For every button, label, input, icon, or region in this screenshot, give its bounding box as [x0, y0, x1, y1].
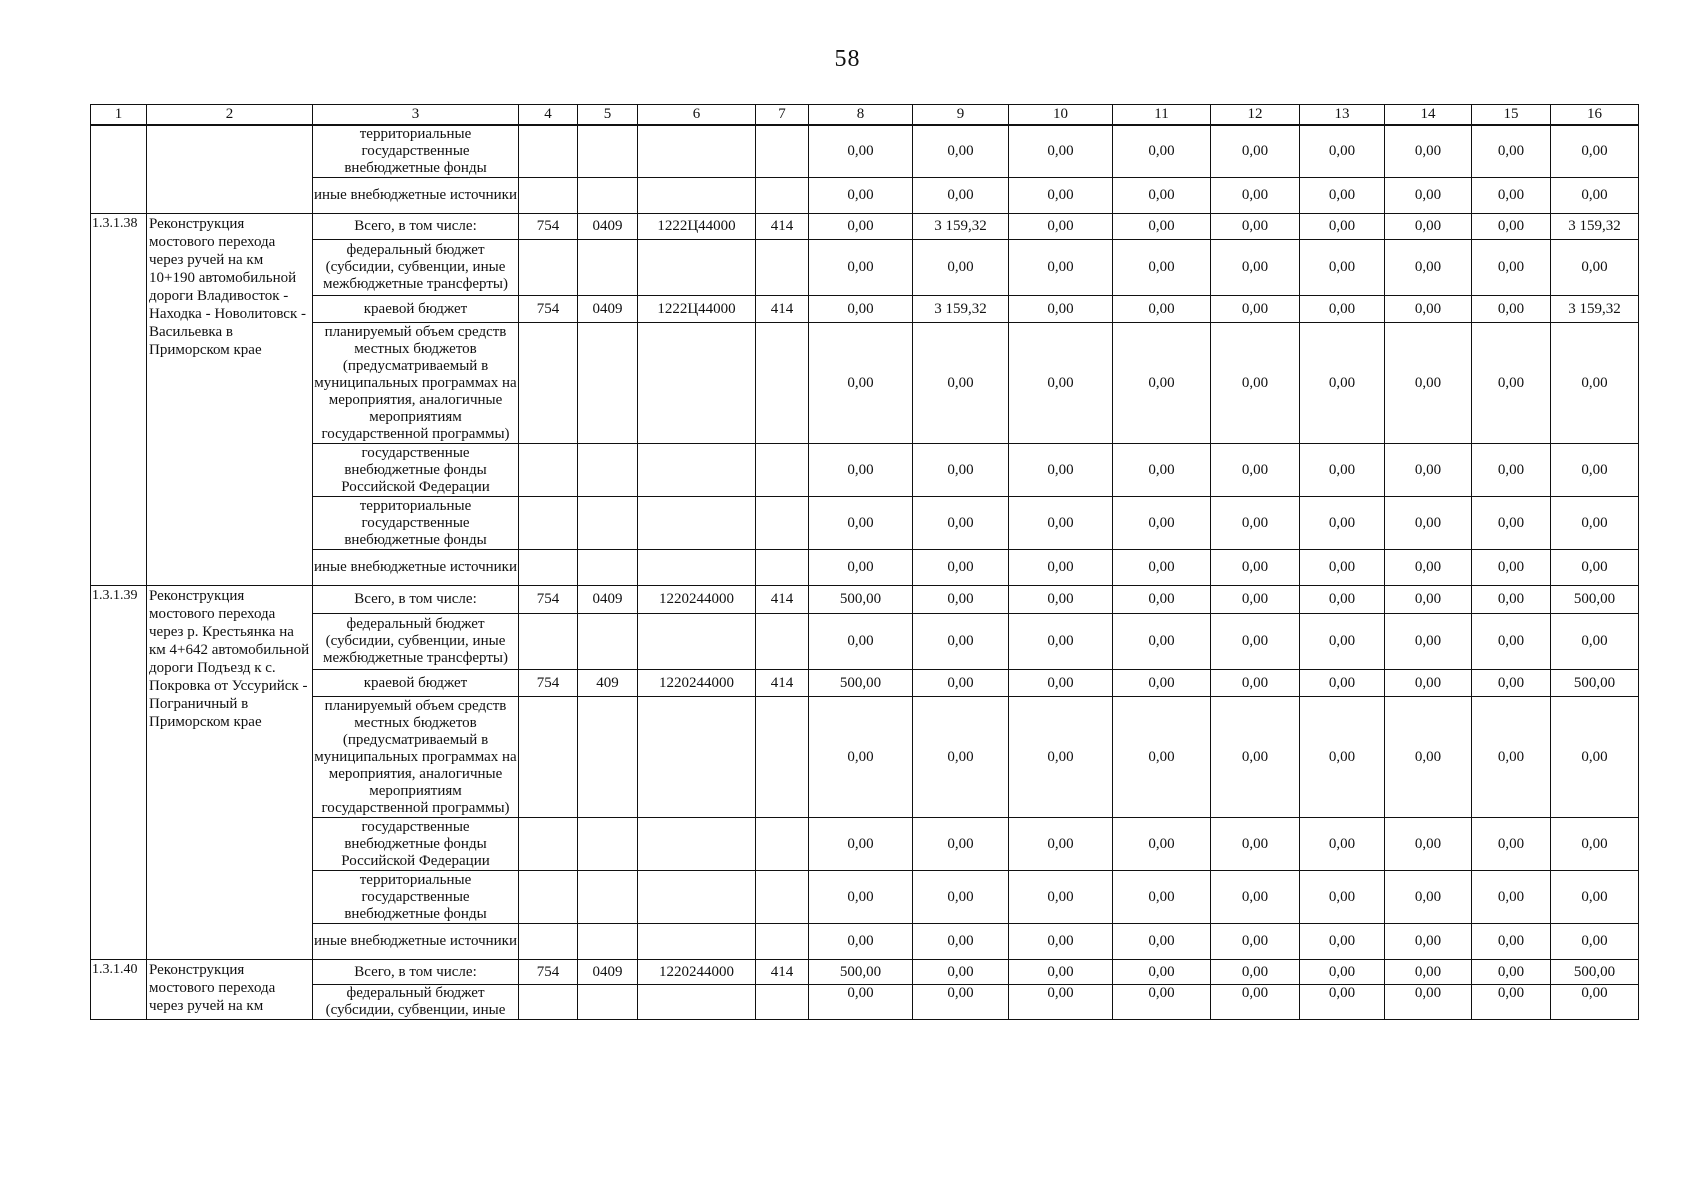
measure-code: 1.3.1.39: [91, 586, 147, 960]
table-row: [91, 697, 1639, 818]
table-row: [91, 296, 1639, 323]
amount-cell: 0,00: [1009, 296, 1113, 323]
empty-code-cell: [638, 178, 756, 214]
amount-cell: 0,00: [1472, 670, 1551, 697]
amount-cell: 0,00: [1211, 614, 1300, 670]
table-row: [91, 178, 1639, 214]
grbs-code: [519, 497, 578, 550]
column-number: 4: [519, 105, 578, 126]
grbs-code: [519, 444, 578, 497]
column-number: 2: [147, 105, 313, 126]
amount-cell: 0,00: [1009, 240, 1113, 296]
amount-cell: 0,00: [1472, 296, 1551, 323]
amount-cell: 0,00: [1551, 444, 1639, 497]
amount-cell: 500,00: [809, 960, 913, 985]
funding-source: иные внебюджетные источники: [313, 924, 519, 960]
funding-source: территориальные государственные внебюджетные фонды: [313, 871, 519, 924]
column-number: 6: [638, 105, 756, 126]
amount-cell: 0,00: [1551, 497, 1639, 550]
amount-cell: 0,00: [913, 550, 1009, 586]
amount-cell: 0,00: [1211, 125, 1300, 178]
grbs-code: 754: [519, 960, 578, 985]
table-row: [91, 818, 1639, 871]
amount-cell: 0,00: [1385, 323, 1472, 444]
column-number: 11: [1113, 105, 1211, 126]
amount-cell: 0,00: [1472, 125, 1551, 178]
amount-cell: 0,00: [809, 323, 913, 444]
column-number: 16: [1551, 105, 1639, 126]
section-code: [578, 871, 638, 924]
funding-source: государственные внебюджетные фонды Российской Федерации: [313, 818, 519, 871]
funding-source: государственные внебюджетные фонды Российской Федерации: [313, 444, 519, 497]
column-number: 9: [913, 105, 1009, 126]
expense-type-code: 414: [756, 960, 809, 985]
amount-cell: 0,00: [1300, 818, 1385, 871]
amount-cell: 0,00: [1300, 985, 1385, 1020]
amount-cell: 0,00: [1300, 670, 1385, 697]
amount-cell: 0,00: [913, 178, 1009, 214]
amount-cell: 0,00: [1385, 924, 1472, 960]
amount-cell: 0,00: [1551, 614, 1639, 670]
amount-cell: 0,00: [1009, 818, 1113, 871]
empty-code-cell: [578, 125, 638, 178]
measure-name: Реконструкция мостового перехода через ручей на км: [147, 960, 313, 1020]
funding-source: краевой бюджет: [313, 670, 519, 697]
grbs-code: 754: [519, 670, 578, 697]
measure-name: Реконструкция мостового перехода через ручей на км 10+190 автомобильной дороги Владивосток - Находка - Новолитовск - Васильевка в Приморском крае: [147, 214, 313, 586]
target-article-code: [638, 550, 756, 586]
amount-cell: 0,00: [1009, 960, 1113, 985]
target-article-code: 1222Ц44000: [638, 296, 756, 323]
section-code: 409: [578, 670, 638, 697]
funding-source: краевой бюджет: [313, 296, 519, 323]
amount-cell: 0,00: [1113, 214, 1211, 240]
grbs-code: [519, 240, 578, 296]
grbs-code: [519, 818, 578, 871]
amount-cell: 0,00: [1472, 214, 1551, 240]
amount-cell: 0,00: [1551, 697, 1639, 818]
amount-cell: 0,00: [1385, 586, 1472, 614]
amount-cell: 0,00: [1211, 586, 1300, 614]
amount-cell: 0,00: [1472, 818, 1551, 871]
amount-cell: 0,00: [1211, 818, 1300, 871]
amount-cell: 0,00: [1211, 985, 1300, 1020]
amount-cell: 0,00: [1211, 296, 1300, 323]
expense-type-code: [756, 444, 809, 497]
amount-cell: 0,00: [1211, 670, 1300, 697]
amount-cell: 0,00: [1300, 444, 1385, 497]
amount-cell: 0,00: [913, 697, 1009, 818]
amount-cell: 0,00: [1385, 178, 1472, 214]
amount-cell: 0,00: [1113, 614, 1211, 670]
amount-cell: 0,00: [1009, 871, 1113, 924]
section-code: 0409: [578, 586, 638, 614]
amount-cell: 0,00: [1300, 296, 1385, 323]
section-code: [578, 697, 638, 818]
amount-cell: 3 159,32: [1551, 296, 1639, 323]
table-row: [91, 214, 1639, 240]
budget-table: [90, 104, 1639, 1020]
amount-cell: 500,00: [1551, 670, 1639, 697]
amount-cell: 0,00: [913, 985, 1009, 1020]
amount-cell: 0,00: [1300, 550, 1385, 586]
amount-cell: 0,00: [1009, 497, 1113, 550]
section-code: [578, 818, 638, 871]
amount-cell: 0,00: [1113, 670, 1211, 697]
amount-cell: 0,00: [1113, 871, 1211, 924]
expense-type-code: [756, 871, 809, 924]
expense-type-code: [756, 818, 809, 871]
section-code: 0409: [578, 214, 638, 240]
amount-cell: 0,00: [913, 125, 1009, 178]
amount-cell: 0,00: [1009, 614, 1113, 670]
target-article-code: [638, 323, 756, 444]
expense-type-code: [756, 924, 809, 960]
amount-cell: 0,00: [1551, 924, 1639, 960]
amount-cell: 0,00: [1211, 323, 1300, 444]
amount-cell: 0,00: [1211, 444, 1300, 497]
funding-source: иные внебюджетные источники: [313, 178, 519, 214]
amount-cell: 0,00: [1211, 960, 1300, 985]
empty-code-cell: [519, 125, 578, 178]
amount-cell: 0,00: [1211, 497, 1300, 550]
grbs-code: [519, 871, 578, 924]
amount-cell: 0,00: [1551, 871, 1639, 924]
amount-cell: 0,00: [1385, 240, 1472, 296]
amount-cell: 0,00: [1385, 125, 1472, 178]
amount-cell: 0,00: [1009, 924, 1113, 960]
amount-cell: 0,00: [809, 497, 913, 550]
target-article-code: [638, 924, 756, 960]
target-article-code: 1220244000: [638, 960, 756, 985]
grbs-code: [519, 614, 578, 670]
amount-cell: 0,00: [1300, 586, 1385, 614]
amount-cell: 0,00: [1472, 614, 1551, 670]
amount-cell: 0,00: [1551, 125, 1639, 178]
table-body: [91, 105, 1639, 1020]
amount-cell: 0,00: [1385, 960, 1472, 985]
amount-cell: 3 159,32: [913, 296, 1009, 323]
amount-cell: 0,00: [1113, 497, 1211, 550]
table-row: [91, 960, 1639, 985]
amount-cell: 0,00: [913, 670, 1009, 697]
amount-cell: 0,00: [1300, 960, 1385, 985]
amount-cell: 0,00: [1472, 871, 1551, 924]
expense-type-code: 414: [756, 586, 809, 614]
table-row: [91, 240, 1639, 296]
empty-code-cell: [638, 125, 756, 178]
amount-cell: 0,00: [1211, 240, 1300, 296]
amount-cell: 0,00: [1009, 670, 1113, 697]
amount-cell: 0,00: [1113, 125, 1211, 178]
table-row: [91, 871, 1639, 924]
amount-cell: 0,00: [1211, 178, 1300, 214]
amount-cell: 0,00: [1385, 444, 1472, 497]
amount-cell: 0,00: [809, 214, 913, 240]
amount-cell: 0,00: [809, 924, 913, 960]
amount-cell: 0,00: [1551, 985, 1639, 1020]
expense-type-code: 414: [756, 214, 809, 240]
amount-cell: 0,00: [1211, 550, 1300, 586]
amount-cell: 0,00: [1551, 550, 1639, 586]
amount-cell: 0,00: [1472, 550, 1551, 586]
amount-cell: 0,00: [809, 296, 913, 323]
target-article-code: 1220244000: [638, 670, 756, 697]
funding-source: планируемый объем средств местных бюджетов (предусматриваемый в муниципальных программах на мероприятия, аналогичные мероприятиям государственной программы): [314, 697, 517, 816]
amount-cell: 0,00: [1300, 323, 1385, 444]
amount-cell: 0,00: [1300, 240, 1385, 296]
funding-source: федеральный бюджет (субсидии, субвенции, иные межбюджетные трансферты): [313, 240, 519, 296]
amount-cell: 0,00: [1472, 924, 1551, 960]
expense-type-code: [756, 697, 809, 818]
amount-cell: 0,00: [1009, 697, 1113, 818]
empty-code-cell: [519, 178, 578, 214]
amount-cell: 0,00: [1385, 497, 1472, 550]
expense-type-code: [756, 497, 809, 550]
amount-cell: 0,00: [1385, 818, 1472, 871]
amount-cell: 0,00: [1009, 214, 1113, 240]
column-number: 13: [1300, 105, 1385, 126]
amount-cell: 0,00: [1551, 240, 1639, 296]
grbs-code: 754: [519, 214, 578, 240]
expense-type-code: [756, 550, 809, 586]
grbs-code: [519, 924, 578, 960]
amount-cell: 0,00: [1113, 240, 1211, 296]
amount-cell: 0,00: [1385, 214, 1472, 240]
table-row: [91, 670, 1639, 697]
amount-cell: 0,00: [1113, 586, 1211, 614]
column-number: 1: [91, 105, 147, 126]
amount-cell: 0,00: [913, 924, 1009, 960]
amount-cell: 0,00: [1300, 178, 1385, 214]
amount-cell: 0,00: [1211, 924, 1300, 960]
section-code: [578, 497, 638, 550]
grbs-code: [519, 697, 578, 818]
amount-cell: 0,00: [809, 871, 913, 924]
column-number: 3: [313, 105, 519, 126]
amount-cell: 0,00: [1113, 550, 1211, 586]
amount-cell: 0,00: [1551, 323, 1639, 444]
funding-source: территориальные государственные внебюджетные фонды: [313, 125, 519, 178]
amount-cell: 0,00: [1009, 550, 1113, 586]
amount-cell: 0,00: [1009, 985, 1113, 1020]
expense-type-code: [756, 240, 809, 296]
amount-cell: 0,00: [1551, 818, 1639, 871]
amount-cell: 0,00: [809, 614, 913, 670]
funding-source: территориальные государственные внебюджетные фонды: [313, 497, 519, 550]
amount-cell: 0,00: [1385, 985, 1472, 1020]
target-article-code: 1222Ц44000: [638, 214, 756, 240]
section-code: 0409: [578, 296, 638, 323]
amount-cell: 0,00: [913, 871, 1009, 924]
amount-cell: 500,00: [1551, 960, 1639, 985]
amount-cell: 0,00: [1009, 586, 1113, 614]
amount-cell: 0,00: [1113, 444, 1211, 497]
amount-cell: 0,00: [1300, 125, 1385, 178]
amount-cell: 0,00: [1113, 296, 1211, 323]
amount-cell: 0,00: [1385, 296, 1472, 323]
target-article-code: [638, 818, 756, 871]
amount-cell: 0,00: [1009, 444, 1113, 497]
amount-cell: 0,00: [809, 550, 913, 586]
section-code: [578, 924, 638, 960]
amount-cell: 0,00: [809, 444, 913, 497]
amount-cell: 0,00: [809, 697, 913, 818]
amount-cell: 0,00: [1300, 924, 1385, 960]
column-number: 5: [578, 105, 638, 126]
amount-cell: 0,00: [1385, 670, 1472, 697]
amount-cell: 0,00: [1472, 697, 1551, 818]
amount-cell: 0,00: [913, 497, 1009, 550]
section-code: [578, 444, 638, 497]
table-row: [91, 586, 1639, 614]
grbs-code: 754: [519, 586, 578, 614]
amount-cell: 0,00: [1385, 614, 1472, 670]
funding-source: Всего, в том числе:: [313, 960, 519, 985]
target-article-code: [638, 240, 756, 296]
target-article-code: [638, 697, 756, 818]
target-article-code: [638, 985, 756, 1020]
grbs-code: [519, 550, 578, 586]
column-number: 8: [809, 105, 913, 126]
amount-cell: 0,00: [1300, 697, 1385, 818]
column-number-row: [91, 105, 1639, 126]
amount-cell: 0,00: [809, 125, 913, 178]
amount-cell: 0,00: [1009, 125, 1113, 178]
measure-code-cell: [91, 125, 147, 214]
grbs-code: [519, 323, 578, 444]
table-row: [91, 125, 1639, 178]
amount-cell: 0,00: [913, 960, 1009, 985]
measure-name: Реконструкция мостового перехода через р. Крестьянка на км 4+642 автомобильной дороги Подъезд к с. Покровка от Уссурийск - Пограничный в Приморском крае: [147, 586, 313, 960]
amount-cell: 0,00: [809, 818, 913, 871]
section-code: 0409: [578, 960, 638, 985]
amount-cell: 0,00: [1472, 178, 1551, 214]
amount-cell: 0,00: [1385, 697, 1472, 818]
amount-cell: 0,00: [1472, 960, 1551, 985]
amount-cell: 0,00: [809, 240, 913, 296]
amount-cell: 0,00: [1113, 924, 1211, 960]
amount-cell: 0,00: [913, 240, 1009, 296]
amount-cell: 500,00: [809, 586, 913, 614]
amount-cell: 0,00: [1472, 497, 1551, 550]
amount-cell: 0,00: [1551, 178, 1639, 214]
funding-source: федеральный бюджет (субсидии, субвенции, иные межбюджетные трансферты): [313, 614, 519, 670]
amount-cell: 0,00: [1300, 497, 1385, 550]
measure-code: 1.3.1.40: [91, 960, 147, 1020]
amount-cell: 0,00: [1113, 697, 1211, 818]
empty-code-cell: [756, 178, 809, 214]
amount-cell: 0,00: [1009, 323, 1113, 444]
column-number: 14: [1385, 105, 1472, 126]
amount-cell: 0,00: [913, 614, 1009, 670]
amount-cell: 0,00: [1009, 178, 1113, 214]
funding-source: Всего, в том числе:: [313, 586, 519, 614]
column-number: 12: [1211, 105, 1300, 126]
target-article-code: [638, 444, 756, 497]
measure-name-cell: [147, 125, 313, 214]
funding-source: иные внебюджетные источники: [313, 550, 519, 586]
amount-cell: 0,00: [1113, 985, 1211, 1020]
section-code: [578, 240, 638, 296]
amount-cell: 0,00: [1300, 871, 1385, 924]
amount-cell: 0,00: [1472, 985, 1551, 1020]
table-row: [91, 985, 1639, 1020]
amount-cell: 0,00: [913, 444, 1009, 497]
grbs-code: 754: [519, 296, 578, 323]
amount-cell: 0,00: [913, 586, 1009, 614]
expense-type-code: [756, 985, 809, 1020]
amount-cell: 3 159,32: [913, 214, 1009, 240]
amount-cell: 500,00: [1551, 586, 1639, 614]
amount-cell: 0,00: [1385, 550, 1472, 586]
section-code: [578, 550, 638, 586]
amount-cell: 0,00: [1211, 697, 1300, 818]
amount-cell: 0,00: [1211, 214, 1300, 240]
target-article-code: [638, 614, 756, 670]
amount-cell: 0,00: [1300, 614, 1385, 670]
column-number: 7: [756, 105, 809, 126]
amount-cell: 0,00: [809, 178, 913, 214]
expense-type-code: [756, 614, 809, 670]
grbs-code: [519, 985, 578, 1020]
section-code: [578, 614, 638, 670]
section-code: [578, 985, 638, 1020]
amount-cell: 0,00: [809, 985, 913, 1020]
measure-code: 1.3.1.38: [91, 214, 147, 586]
expense-type-code: 414: [756, 670, 809, 697]
empty-code-cell: [756, 125, 809, 178]
column-number: 10: [1009, 105, 1113, 126]
amount-cell: 0,00: [1472, 323, 1551, 444]
amount-cell: 0,00: [1113, 960, 1211, 985]
column-number: 15: [1472, 105, 1551, 126]
target-article-code: [638, 497, 756, 550]
funding-source: федеральный бюджет (субсидии, субвенции, иные: [313, 985, 519, 1020]
amount-cell: 0,00: [913, 323, 1009, 444]
table-row: [91, 323, 1639, 444]
amount-cell: 0,00: [1472, 240, 1551, 296]
amount-cell: 0,00: [1113, 178, 1211, 214]
amount-cell: 500,00: [809, 670, 913, 697]
table-row: [91, 444, 1639, 497]
table-row: [91, 924, 1639, 960]
amount-cell: 0,00: [1113, 818, 1211, 871]
table-row: [91, 497, 1639, 550]
amount-cell: 0,00: [913, 818, 1009, 871]
amount-cell: 3 159,32: [1551, 214, 1639, 240]
expense-type-code: 414: [756, 296, 809, 323]
target-article-code: [638, 871, 756, 924]
page-number: 58: [834, 46, 861, 72]
amount-cell: 0,00: [1211, 871, 1300, 924]
table-row: [91, 614, 1639, 670]
funding-source: Всего, в том числе:: [313, 214, 519, 240]
table-row: [91, 550, 1639, 586]
target-article-code: 1220244000: [638, 586, 756, 614]
empty-code-cell: [578, 178, 638, 214]
amount-cell: 0,00: [1472, 444, 1551, 497]
expense-type-code: [756, 323, 809, 444]
amount-cell: 0,00: [1113, 323, 1211, 444]
section-code: [578, 323, 638, 444]
amount-cell: 0,00: [1472, 586, 1551, 614]
funding-source: планируемый объем средств местных бюджетов (предусматриваемый в муниципальных программах на мероприятия, аналогичные мероприятиям государственной программы): [314, 323, 517, 442]
amount-cell: 0,00: [1385, 871, 1472, 924]
amount-cell: 0,00: [1300, 214, 1385, 240]
